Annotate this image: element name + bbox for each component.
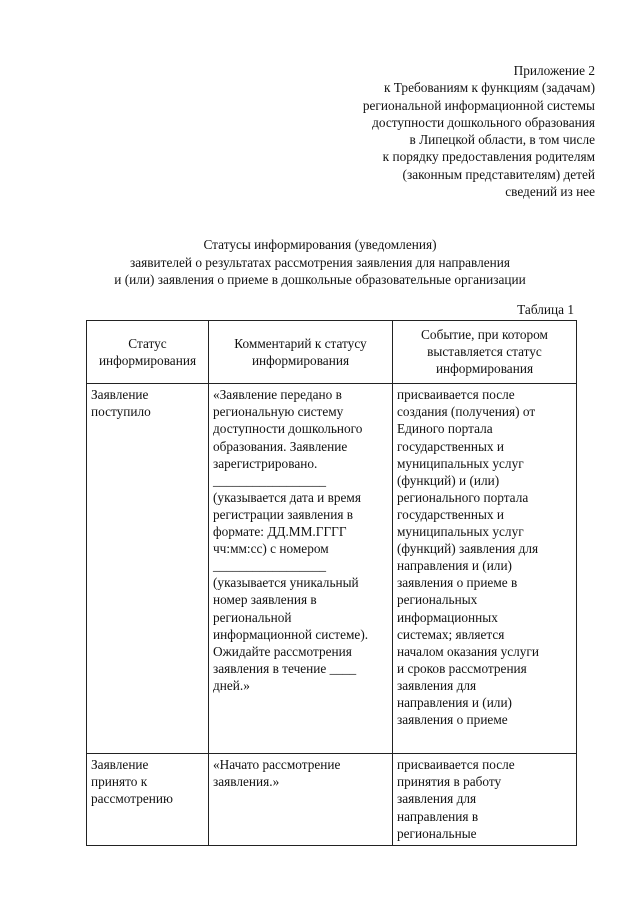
- table-header-row: [87, 321, 577, 384]
- table-row: [87, 384, 577, 754]
- header-event: Событие, при котором выставляется статус информирования: [393, 321, 577, 384]
- status-table: [86, 320, 577, 846]
- cell-comment: «Заявление передано в региональную систему доступности дошкольного образования. Заявление зарегистрировано. _________________ (указывается дата и время регистрации заявления в формате: ДД.ММ.ГГГГ чч:мм:сс) с номером _________________ (указывается уникальный номер заявления в региональной информационной системе). Ожидайте рассмотрения заявления в течение ____ дней.»: [209, 384, 393, 754]
- appendix-line: к Требованиям к функциям (задачам): [384, 80, 595, 96]
- cell-status: Заявление принято к рассмотрению: [87, 754, 209, 845]
- appendix-line: (законным представителям) детей: [402, 166, 595, 182]
- table-label: Таблица 1: [517, 302, 574, 317]
- appendix-line: Приложение 2: [513, 63, 595, 78]
- appendix-line: к порядку предоставления родителям: [382, 149, 595, 165]
- table-row: [87, 754, 577, 845]
- cell-event: присваивается после принятия в работу заявления для направления в региональные: [393, 754, 577, 845]
- title-line: заявителей о результатах рассмотрения заявления для направления: [129, 254, 510, 270]
- header-comment: Комментарий к статусу информирования: [209, 321, 393, 384]
- cell-comment: «Начато рассмотрение заявления.»: [209, 754, 393, 845]
- appendix-line: региональной информационной системы: [362, 97, 595, 113]
- header-status: Статус информирования: [87, 321, 209, 384]
- appendix-line: в Липецкой области, в том числе: [409, 132, 595, 148]
- document-title: [0, 236, 640, 289]
- appendix-header: [363, 62, 595, 200]
- cell-status: Заявление поступило: [87, 384, 209, 754]
- title-line: Статусы информирования (уведомления): [203, 237, 437, 252]
- appendix-line: сведений из нее: [505, 184, 595, 200]
- cell-event: присваивается после создания (получения) от Единого портала государственных и муниципальных услуг (функций) и (или) регионального портала государственных и муниципальных услуг (функций) заявления для направления и (или) заявления о приеме в региональных информационных системах; является началом оказания услуги и сроков рассмотрения заявления для направления и (или) заявления о приеме: [393, 384, 577, 754]
- appendix-line: доступности дошкольного образования: [372, 114, 595, 130]
- title-line: и (или) заявления о приеме в дошкольные образовательные организации: [114, 272, 526, 287]
